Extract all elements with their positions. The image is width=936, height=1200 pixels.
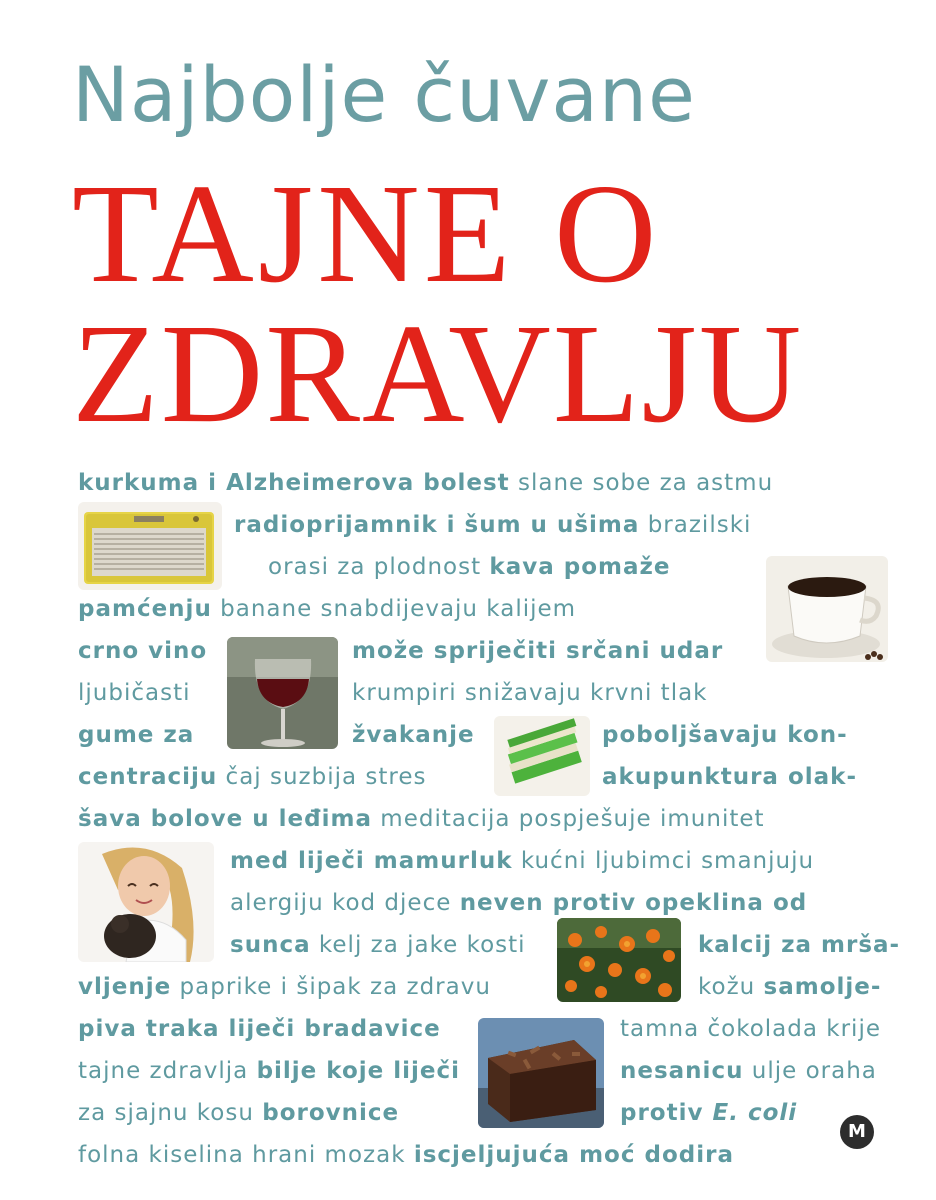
text-line bbox=[78, 764, 427, 790]
text-line bbox=[230, 848, 814, 874]
red-wine-image bbox=[227, 637, 338, 749]
text-line bbox=[78, 1142, 734, 1168]
text-segment: slane sobe za astmu bbox=[509, 470, 774, 496]
text-segment: crno vino bbox=[78, 638, 208, 664]
text-segment: radioprijamnik i šum u ušima bbox=[234, 512, 640, 538]
text-line bbox=[234, 512, 751, 538]
text-segment: za sjajnu kosu bbox=[78, 1100, 263, 1126]
chocolate-cake-image bbox=[478, 1018, 604, 1128]
text-segment: poboljšavaju kon- bbox=[602, 722, 848, 748]
text-segment: E. coli bbox=[712, 1100, 798, 1126]
chewing-gum-image bbox=[494, 716, 590, 796]
text-line bbox=[602, 764, 857, 790]
text-segment: vljenje bbox=[78, 974, 172, 1000]
text-line bbox=[78, 722, 194, 748]
text-segment: banane snabdijevaju kalijem bbox=[211, 596, 577, 622]
text-segment: čaj suzbija stres bbox=[217, 764, 427, 790]
text-segment: kelj za jake kosti bbox=[310, 932, 526, 958]
text-line bbox=[352, 638, 723, 664]
girl-with-puppy-image bbox=[78, 842, 214, 962]
text-line bbox=[230, 890, 807, 916]
text-segment: žvakanje bbox=[352, 722, 475, 748]
text-line bbox=[352, 722, 475, 748]
publisher-logo bbox=[840, 1115, 874, 1149]
radio-image bbox=[78, 502, 222, 590]
text-line bbox=[620, 1016, 881, 1042]
text-segment: nesanicu bbox=[620, 1058, 744, 1084]
text-segment: ljubičasti bbox=[78, 680, 191, 706]
text-segment: meditacija pospješuje imunitet bbox=[371, 806, 765, 832]
text-segment: iscjeljujuća moć dodira bbox=[413, 1142, 734, 1168]
text-segment: kućni ljubimci smanjuju bbox=[512, 848, 815, 874]
text-segment: samolje- bbox=[763, 974, 882, 1000]
text-line bbox=[698, 974, 881, 1000]
text-line bbox=[78, 1100, 399, 1126]
text-segment: pamćenju bbox=[78, 596, 212, 622]
title-line-2: TAJNE O bbox=[72, 154, 661, 312]
text-segment: folna kiselina hrani mozak bbox=[78, 1142, 414, 1168]
text-line bbox=[620, 1058, 877, 1084]
publisher-logo-letter: M bbox=[848, 1121, 866, 1142]
text-segment: kurkuma i Alzheimerova bolest bbox=[78, 470, 510, 496]
text-segment: tajne zdravlja bbox=[78, 1058, 257, 1084]
text-line bbox=[78, 1058, 460, 1084]
text-segment: borovnice bbox=[262, 1100, 400, 1126]
coffee-cup-image bbox=[766, 556, 888, 662]
text-line bbox=[78, 806, 765, 832]
text-segment: sunca bbox=[230, 932, 311, 958]
text-segment: ulje oraha bbox=[743, 1058, 877, 1084]
text-line bbox=[78, 470, 773, 496]
text-segment: tamna čokolada krije bbox=[620, 1016, 881, 1042]
text-line bbox=[602, 722, 848, 748]
title-line-1: Najbolje čuvane bbox=[72, 50, 696, 139]
text-segment: protiv bbox=[620, 1100, 713, 1126]
text-segment: može spriječiti srčani udar bbox=[352, 638, 724, 664]
text-line bbox=[268, 554, 670, 580]
text-segment: kava pomaže bbox=[489, 554, 671, 580]
text-line bbox=[78, 974, 491, 1000]
text-line bbox=[78, 680, 190, 706]
text-segment: orasi za plodnost bbox=[268, 554, 490, 580]
text-line bbox=[230, 932, 526, 958]
text-segment: paprike i šipak za zdravu bbox=[171, 974, 491, 1000]
marigold-flowers-image bbox=[557, 918, 681, 1002]
text-segment: centraciju bbox=[78, 764, 218, 790]
text-line bbox=[78, 638, 207, 664]
text-segment: kalcij za mrša- bbox=[698, 932, 901, 958]
text-segment: kožu bbox=[698, 974, 764, 1000]
text-line bbox=[620, 1100, 797, 1126]
text-segment: piva traka liječi bradavice bbox=[78, 1016, 441, 1042]
text-segment: alergiju kod djece bbox=[230, 890, 460, 916]
text-segment: med liječi mamurluk bbox=[230, 848, 513, 874]
text-segment: neven protiv opeklina od bbox=[459, 890, 808, 916]
text-segment: bilje koje liječi bbox=[256, 1058, 461, 1084]
text-segment: gume za bbox=[78, 722, 195, 748]
text-segment: akupunktura olak- bbox=[602, 764, 857, 790]
text-segment: krumpiri snižavaju krvni tlak bbox=[352, 680, 708, 706]
text-segment: brazilski bbox=[639, 512, 752, 538]
text-line bbox=[352, 680, 708, 706]
text-line bbox=[78, 1016, 441, 1042]
text-segment: šava bolove u leđima bbox=[78, 806, 372, 832]
title-line-3: ZDRAVLJU bbox=[72, 294, 804, 452]
text-line bbox=[78, 596, 576, 622]
text-line bbox=[698, 932, 900, 958]
